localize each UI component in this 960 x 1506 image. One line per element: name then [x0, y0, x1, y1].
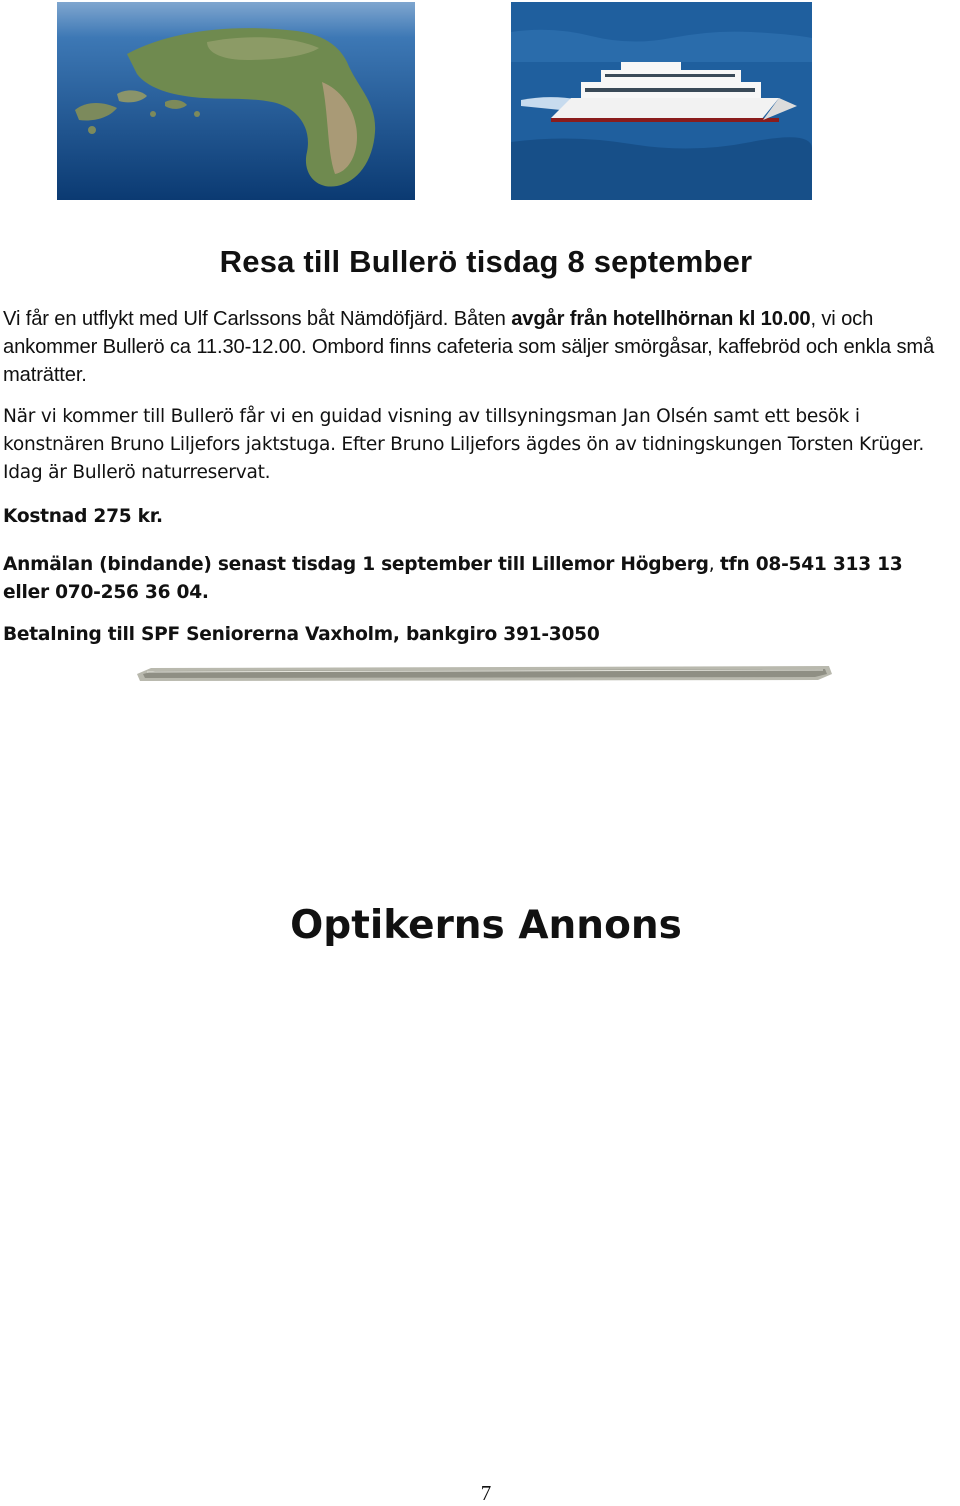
decorative-divider [137, 662, 832, 684]
visit-paragraph: När vi kommer till Bullerö får vi en guidad visning av tillsyningsman Jan Olsén samt ett besök i konstnären Bruno Liljefors jaktstuga. Efter Bruno Liljefors ägdes ön av tidningskungen Torsten Krüger. Idag är Bullerö naturreservat. [3, 406, 925, 483]
aerial-island-icon [57, 2, 415, 200]
intro-paragraph [3, 305, 953, 389]
signup-paragraph [3, 551, 953, 607]
departure-highlight: avgår från hotellhörnan kl 10.00 [511, 308, 811, 330]
passenger-ferry-icon [511, 2, 812, 200]
article-title: Resa till Bullerö tisdag 8 september [219, 244, 753, 279]
intro-text-2: , vi och ankommer Bullerö ca 11.30-12.00. Ombord finns cafeteria som säljer smörgåsar, kaffebröd och enkla små maträtter. [3, 308, 935, 386]
page-number: 7 [480, 1481, 492, 1505]
payment-line: Betalning till SPF Seniorerna Vaxholm, bankgiro 391-3050 [3, 624, 600, 645]
island-aerial-photo [57, 2, 415, 200]
ad-heading: Optikerns Annons [290, 903, 682, 948]
ferry-photo [511, 2, 812, 200]
intro-text-1: Vi får en utflykt med Ulf Carlssons båt Nämdöfjärd. Båten [3, 308, 512, 330]
signup-separator: , [708, 554, 721, 575]
signup-deadline: Anmälan (bindande) senast tisdag 1 september till Lillemor Högberg [3, 554, 709, 575]
cost-line: Kostnad 275 kr. [3, 506, 163, 527]
signup-phone: tfn 08-541 313 13 eller 070-256 36 04. [3, 554, 903, 603]
